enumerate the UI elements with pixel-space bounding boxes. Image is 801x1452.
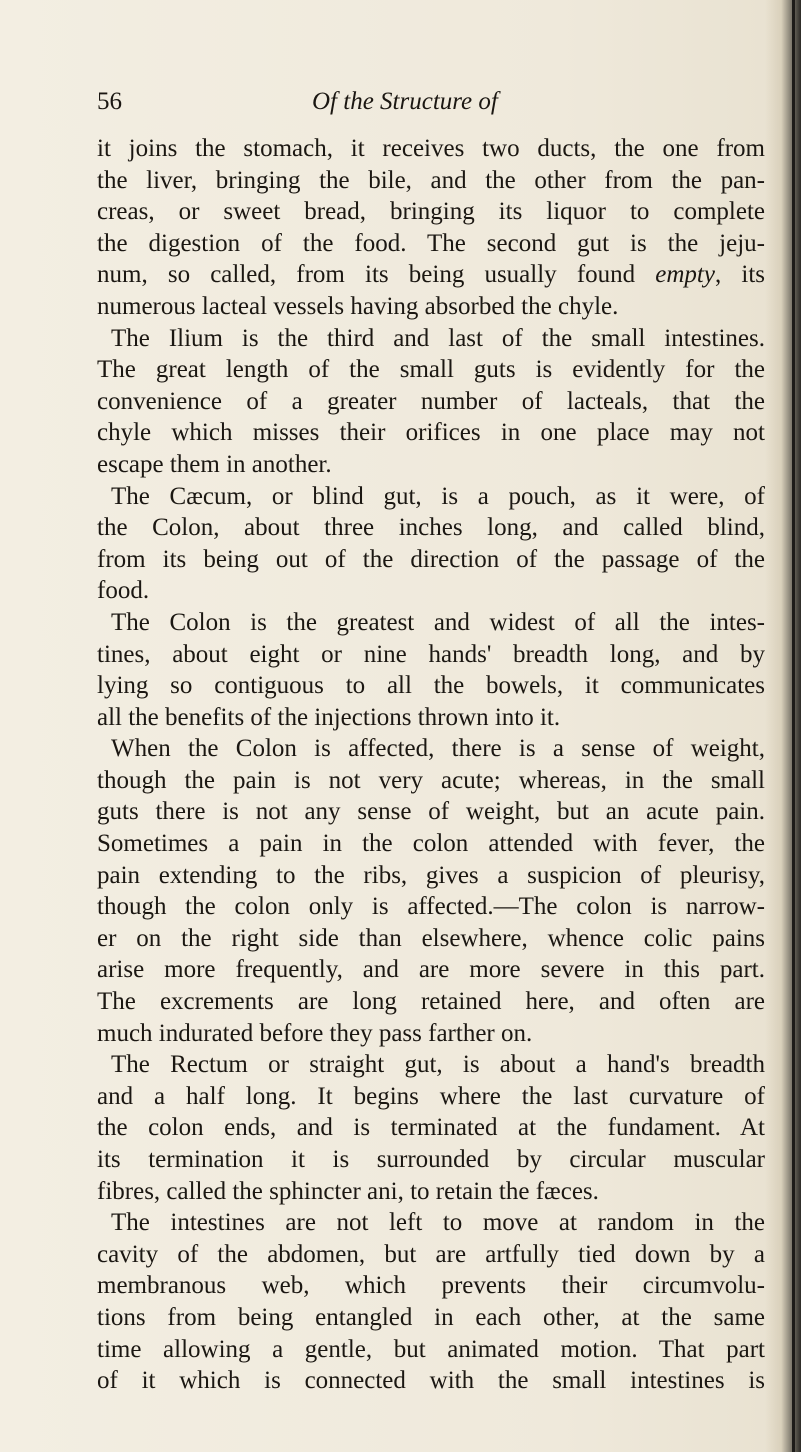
text-line: pain extending to the ribs, gives a suspicion of pleurisy, xyxy=(97,861,765,889)
text-line: tions from being entangled in each other, at the same xyxy=(97,1303,765,1331)
text-line: of it which is connected with the small intestines is xyxy=(97,1367,765,1395)
text-line: When the Colon is affected, there is a sense of weight, xyxy=(111,735,765,763)
text-line: from its being out of the direction of the passage of the xyxy=(97,545,765,573)
text-line: its termination it is surrounded by circular muscular xyxy=(97,1146,765,1173)
text-line: tines, about eight or nine hands' breadth long, and by xyxy=(97,640,765,668)
text-line: the colon ends, and is terminated at the fundament. At xyxy=(97,1114,765,1142)
text-line: much indurated before they pass farther on. xyxy=(97,1019,533,1047)
text-line: time allowing a gentle, but animated motion. That part xyxy=(97,1335,765,1363)
text-line: cavity of the abdomen, but are artfully tied down by a xyxy=(97,1240,765,1268)
body-text xyxy=(97,133,765,1397)
text-line: chyle which misses their orifices in one place may not xyxy=(97,419,765,447)
text-line: all the benefits of the injections thrown into it. xyxy=(97,703,561,731)
text-line: numerous lacteal vessels having absorbed the chyle. xyxy=(97,292,619,320)
text-line: creas, or sweet bread, bringing its liquor to complete xyxy=(97,198,765,226)
text-line: The Cæcum, or blind gut, is a pouch, as it were, of xyxy=(111,482,765,510)
text-line: it joins the stomach, it receives two ducts, the one from xyxy=(97,135,765,162)
text-line: num, so called, from its being usually found empty, its xyxy=(97,261,765,289)
text-line: The excrements are long retained here, and often are xyxy=(97,988,765,1016)
page-number: 56 xyxy=(97,88,122,115)
text-line: The Rectum or straight gut, is about a hand's breadth xyxy=(111,1051,765,1079)
page-edge-line xyxy=(792,0,795,1452)
page-header xyxy=(97,88,737,122)
text-line: the Colon, about three inches long, and called blind, xyxy=(97,514,765,542)
text-line: escape them in another. xyxy=(97,450,332,478)
text-line: guts there is not any sense of weight, but an acute pain. xyxy=(97,798,765,826)
text-line: The intestines are not left to move at random in the xyxy=(111,1209,765,1237)
text-line: The Colon is the greatest and widest of all the intes- xyxy=(111,608,765,636)
text-line: lying so contiguous to all the bowels, it communicates xyxy=(97,672,765,700)
text-line: membranous web, which prevents their circumvolu- xyxy=(97,1272,765,1300)
text-line: er on the right side than elsewhere, whence colic pains xyxy=(97,924,765,952)
text-line: the digestion of the food. The second gut is the jeju- xyxy=(97,229,765,257)
running-head: Of the Structure of xyxy=(312,88,498,115)
text-line: The Ilium is the third and last of the small intestines. xyxy=(111,324,765,352)
text-line: The great length of the small guts is evidently for the xyxy=(97,356,765,384)
text-line: though the pain is not very acute; whereas, in the small xyxy=(97,766,765,794)
text-line: the liver, bringing the bile, and the other from the pan- xyxy=(97,166,765,194)
text-line: Sometimes a pain in the colon attended with fever, the xyxy=(97,830,765,858)
text-line: arise more frequently, and are more severe in this part. xyxy=(97,956,765,984)
text-line: convenience of a greater number of lacteals, that the xyxy=(97,387,765,415)
text-line: food. xyxy=(97,577,150,605)
text-line: and a half long. It begins where the last curvature of xyxy=(97,1082,765,1110)
text-line: fibres, called the sphincter ani, to retain the fæces. xyxy=(97,1177,599,1205)
text-line: though the colon only is affected.—The colon is narrow- xyxy=(97,893,765,921)
page-edge-shadow xyxy=(765,0,801,1452)
